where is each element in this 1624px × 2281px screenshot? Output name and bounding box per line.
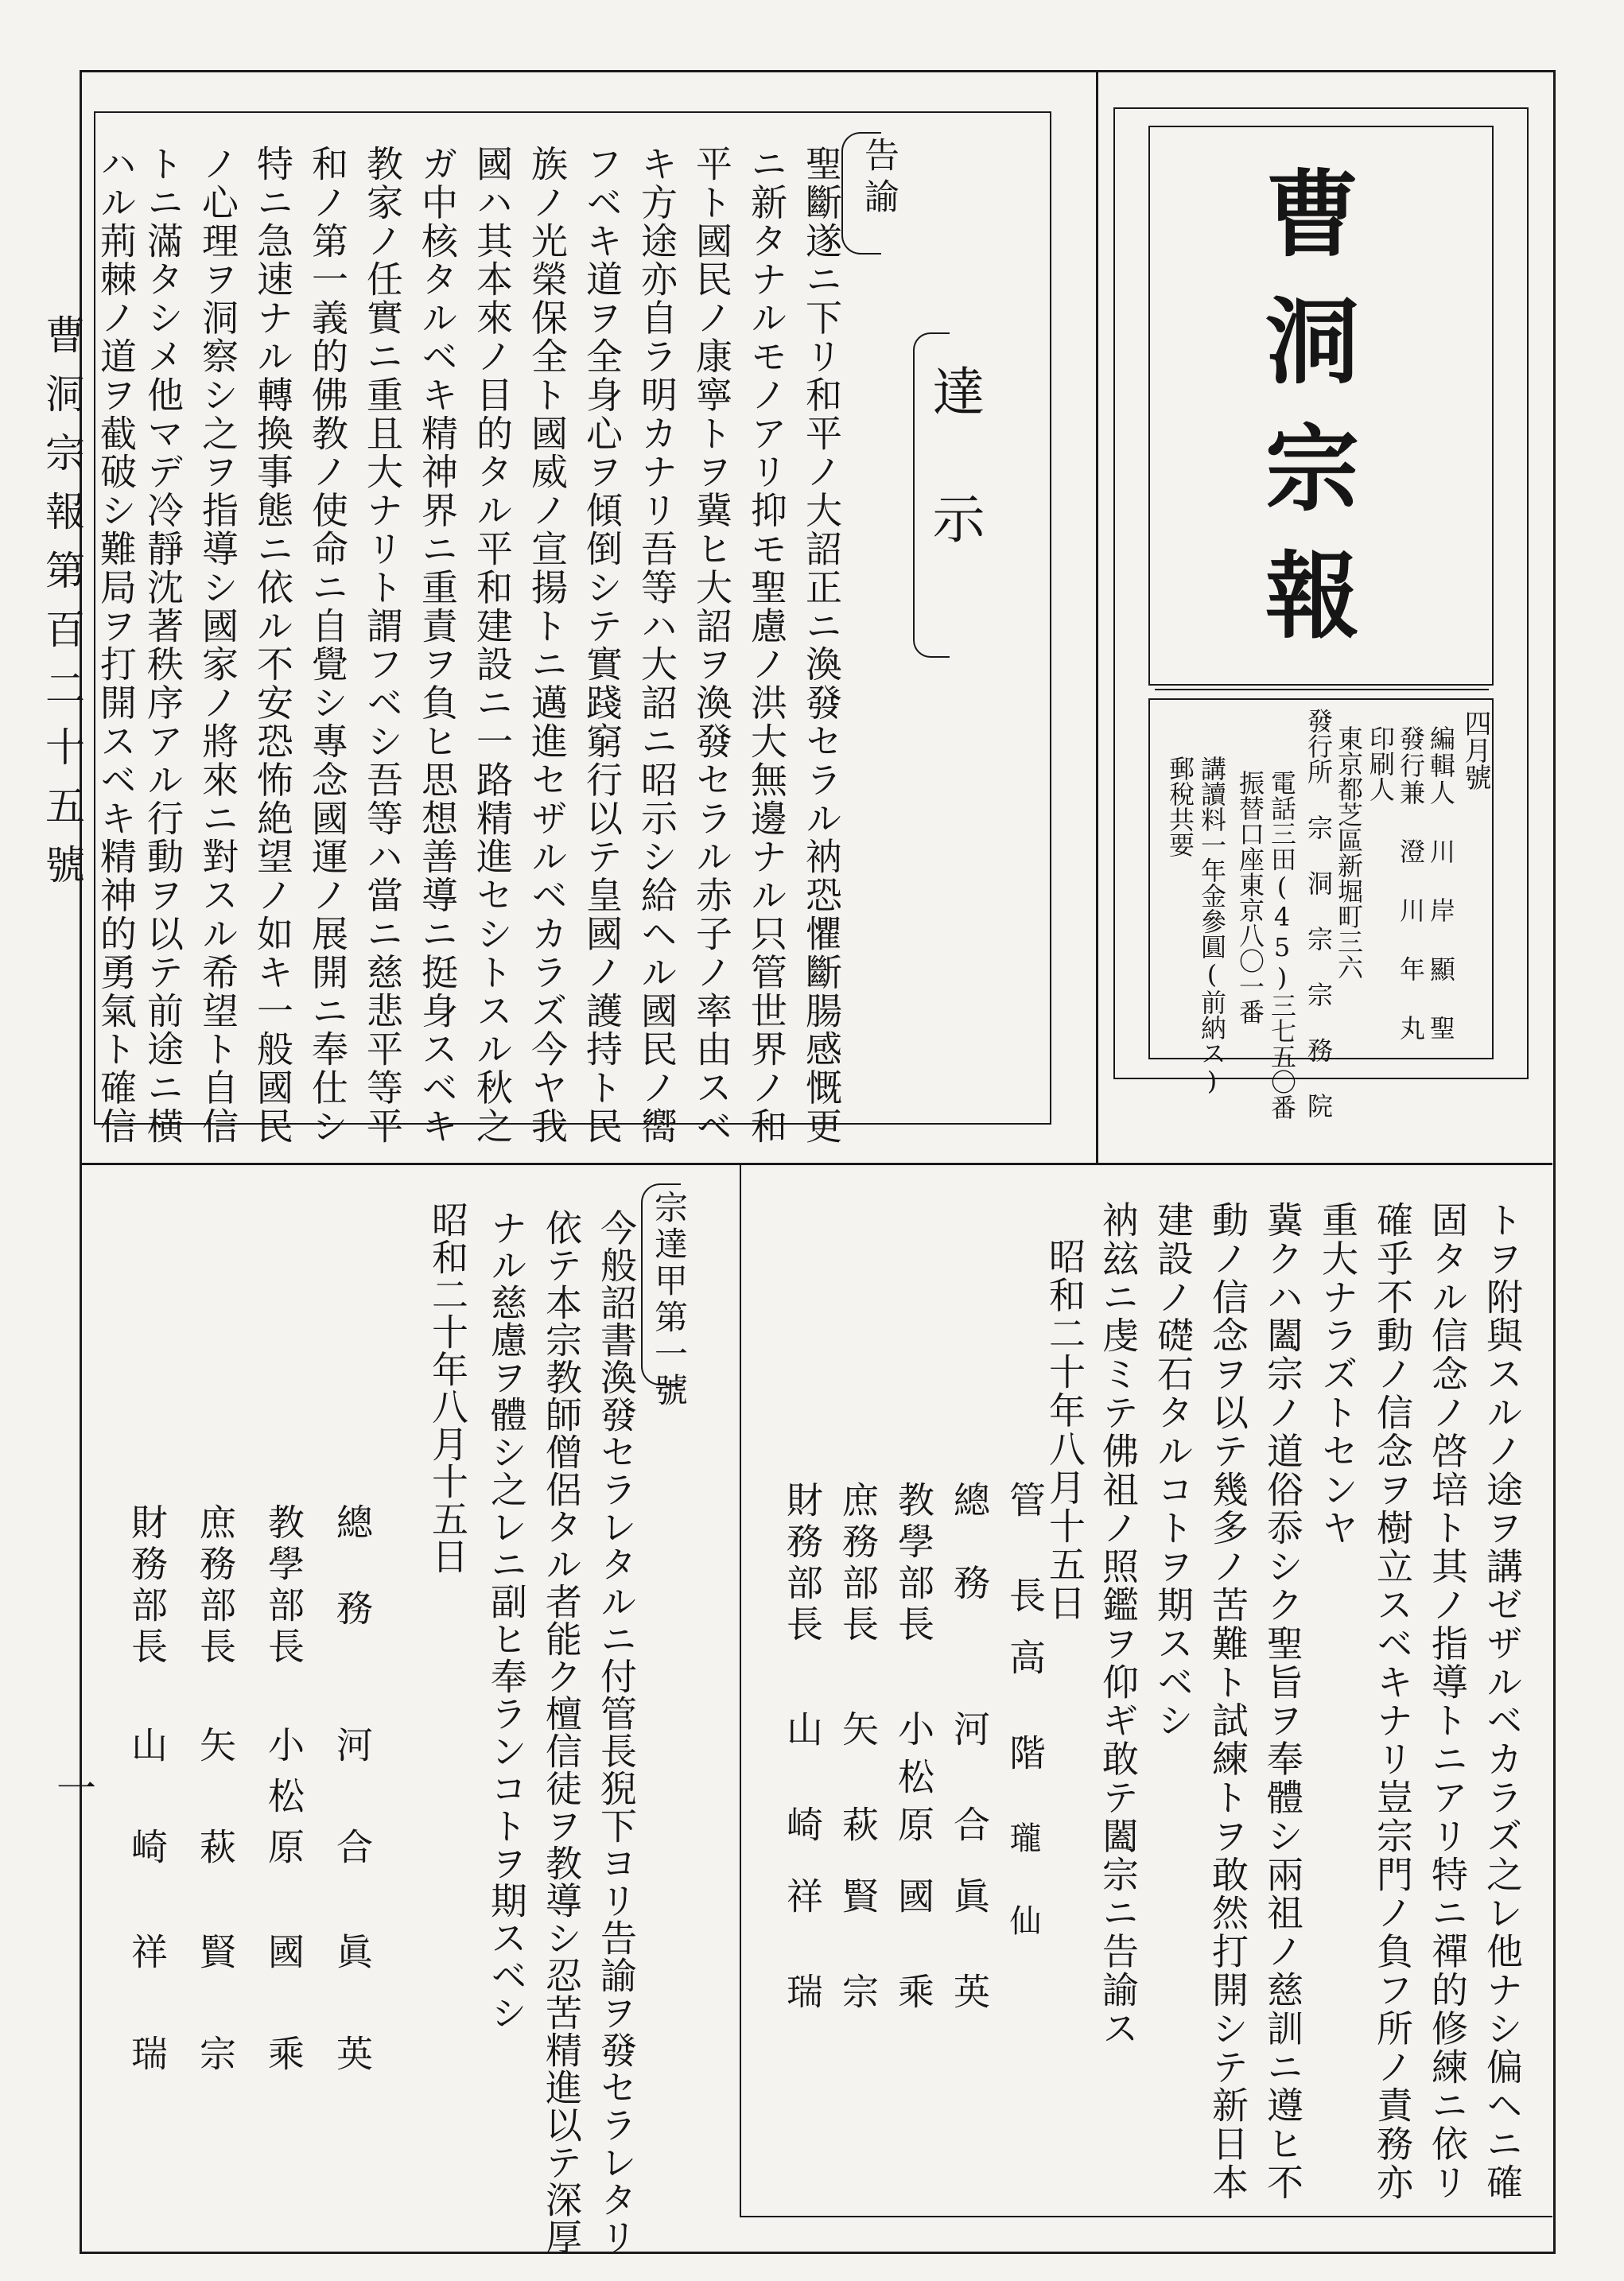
officer-role: 總 務 — [948, 1481, 991, 1605]
kokuyu-heading: 告諭 — [858, 137, 899, 220]
kokuyu-cont-line: 動ノ信念ヲ以テ幾多ノ苦難ト試練トヲ敢然打開シテ新日本 — [1206, 1201, 1249, 2202]
officer-given-name: 祥 瑞 — [126, 1933, 169, 2085]
masthead-title-char: 宗 — [1265, 414, 1359, 524]
kokuyu-line: ニ新タナルモノアリ抑モ聖慮ノ洪大無邊ナル只管世界ノ和 — [745, 145, 788, 1146]
officer-surname: 河 合 — [331, 1726, 374, 1879]
masthead-title-char: 洞 — [1265, 286, 1359, 397]
kokuyu-line: 國ハ其本來ノ目的タル平和建設ニ一路精進セシトスル秋之 — [471, 145, 514, 1146]
officer-surname: 小松原 — [892, 1710, 935, 1853]
officer-given-name: 賢 宗 — [194, 1933, 237, 2085]
kokuyu-line: 聖斷遂ニ下リ和平ノ大詔正ニ渙發セラル衲恐懼斷腸感慨更 — [800, 145, 843, 1146]
kokuyu-heading-bracket — [841, 132, 881, 255]
kokuyu-cont-line: 衲玆ニ虔ミテ佛祖ノ照鑑ヲ仰ギ敢テ闔宗ニ告諭ス — [1097, 1201, 1140, 2048]
kokuyu-cont-line: 確乎不動ノ信念ヲ樹立スベキナリ豈宗門ノ負フ所ノ責務亦 — [1371, 1201, 1414, 2202]
margin-page-number: 一 — [50, 1767, 96, 1807]
officer-role: 庶務部長 — [194, 1503, 237, 1669]
officer-surname: 矢 萩 — [194, 1726, 237, 1879]
masthead-title-char: 報 — [1265, 541, 1359, 651]
officer-surname: 矢 萩 — [837, 1710, 880, 1853]
kokuyu-cont-line: 重大ナラズトセンヤ — [1316, 1201, 1359, 1548]
officer-role: 庶務部長 — [837, 1481, 880, 1646]
kokuyu-line: トニ滿タシメ他マデ冷靜沈著秩序アル行動ヲ以テ前途ニ横 — [142, 145, 185, 1146]
kokuyu-cont-line: 冀クハ闔宗ノ道俗忝シク聖旨ヲ奉體シ兩祖ノ慈訓ニ遵ヒ不 — [1261, 1201, 1304, 2202]
officer-surname: 山 崎 — [126, 1726, 169, 1879]
kokuyu-line: 教家ノ任實ニ重且大ナリト謂フベシ吾等ハ當ニ慈悲平等平 — [361, 145, 404, 1146]
kokuyu-cont-date: 昭和二十年八月十五日 — [1043, 1238, 1086, 1622]
kancho-given-name: 瓏 仙 — [1004, 1821, 1041, 1945]
kancho-surname: 高 階 — [1004, 1638, 1047, 1782]
address-line: 東京都芝區新堀町三六 — [1334, 725, 1364, 980]
officer-given-name: 眞 英 — [331, 1933, 374, 2085]
shutatsu-line: ナル慈慮ヲ體シ之レニ副ヒ奉ランコトヲ期スベシ — [485, 1209, 528, 2031]
officer-role: 教學部長 — [892, 1481, 935, 1646]
shutatsu-line: 依テ本宗教師僧侶タル者能ク檀信徒ヲ教導シ忍苦精進以テ深厚 — [540, 1209, 583, 2256]
kokuyu-cont-line: 固タル信念ノ啓培ト其ノ指導トニアリ特ニ禪的修練ニ依リ — [1426, 1201, 1469, 2202]
shutatsu-date: 昭和二十年八月十五日 — [426, 1201, 469, 1575]
masthead-title-char: 曹 — [1265, 159, 1359, 270]
kokuyu-line: ガ中核タルベキ精神界ニ重責ヲ負ヒ思想善導ニ挺身スベキ — [416, 145, 459, 1146]
officer-given-name: 賢 宗 — [837, 1877, 880, 2020]
shutatsu-line: 今般詔書渙發セラレタルニ付管長猊下ヨリ告諭ヲ發セラレタリ — [595, 1209, 638, 2256]
kokuyu-line: 和ノ第一義的佛教ノ使命ニ自覺シ專念國運ノ展開ニ奉仕シ — [306, 145, 349, 1146]
officer-surname: 山 崎 — [781, 1710, 824, 1853]
issue-month: 四月號 — [1459, 709, 1491, 791]
officer-role: 總 務 — [331, 1503, 374, 1632]
masthead-rule — [1155, 689, 1489, 690]
officer-given-name: 國 乘 — [892, 1877, 935, 2020]
publisher-line: 發行兼 澄 川 年 丸 — [1396, 725, 1426, 1042]
kokuyu-line: キ方途亦自ラ明カナリ吾等ハ大詔ニ昭示シ給ヘル國民ノ嚮 — [635, 145, 678, 1146]
subscription-line: 講讀料一年金參圓(前納ス) — [1197, 756, 1227, 1096]
postage-line: 郵稅共要 — [1165, 756, 1195, 857]
shutatsu-heading: 宗達甲第一號 — [650, 1190, 689, 1409]
kokuyu-line: 族ノ光榮保全ト國威ノ宣揚トニ邁進セザルベカラズ今ヤ我 — [526, 145, 569, 1146]
officer-surname: 河 合 — [948, 1710, 991, 1853]
account-line: 振替口座東京八〇一番 — [1235, 770, 1265, 1024]
kokuyu-line: ノ心理ヲ洞察シ之ヲ指導シ國家ノ將來ニ對スル希望ト自信 — [196, 145, 239, 1146]
officer-given-name: 眞 英 — [948, 1877, 991, 2020]
editor-line: 編輯人 川 岸 顯 聖 — [1426, 725, 1456, 1042]
printer-line: 印刷人 — [1366, 725, 1396, 802]
officer-role: 教學部長 — [262, 1503, 305, 1669]
kokuyu-line: ハル荊棘ノ道ヲ截破シ難局ヲ打開スベキ精神的勇氣ト確信 — [95, 145, 138, 1146]
kancho-title: 管 長 — [1004, 1481, 1047, 1624]
officer-role: 財務部長 — [781, 1481, 824, 1646]
margin-journal-title: 曹洞宗報 — [39, 314, 85, 550]
masthead-title — [1257, 151, 1368, 660]
officer-role: 財務部長 — [126, 1503, 169, 1669]
officer-surname: 小松原 — [262, 1726, 305, 1879]
office-line: 發行所 宗 洞 宗 宗 務 院 — [1303, 708, 1334, 1118]
kokuyu-cont-line: トヲ附與スルノ途ヲ講ゼザルベカラズ之レ他ナシ偏ヘニ確 — [1481, 1201, 1524, 2202]
kokuyu-line: フベキ道ヲ全身心ヲ傾倒シテ實踐窮行以テ皇國ノ護持ト民 — [581, 145, 624, 1146]
kokuyu-cont-line: 建設ノ礎石タルコトヲ期スベシ — [1152, 1201, 1195, 1740]
margin-issue-number: 第百二十五號 — [39, 550, 85, 903]
top-vertical-divider — [1096, 70, 1098, 1164]
tasshi-heading: 達 示 — [923, 364, 985, 555]
officer-given-name: 祥 瑞 — [781, 1877, 824, 2020]
kokuyu-line: 平ト國民ノ康寧トヲ冀ヒ大詔ヲ渙發セラル赤子ノ率由スベ — [690, 145, 733, 1146]
officer-given-name: 國 乘 — [262, 1933, 305, 2085]
phone-line: 電話三田(45)三七五〇番 — [1267, 770, 1297, 1120]
kokuyu-line: 特ニ急速ナル轉換事態ニ依ル不安恐怖絶望ノ如キ一般國民 — [251, 145, 294, 1146]
